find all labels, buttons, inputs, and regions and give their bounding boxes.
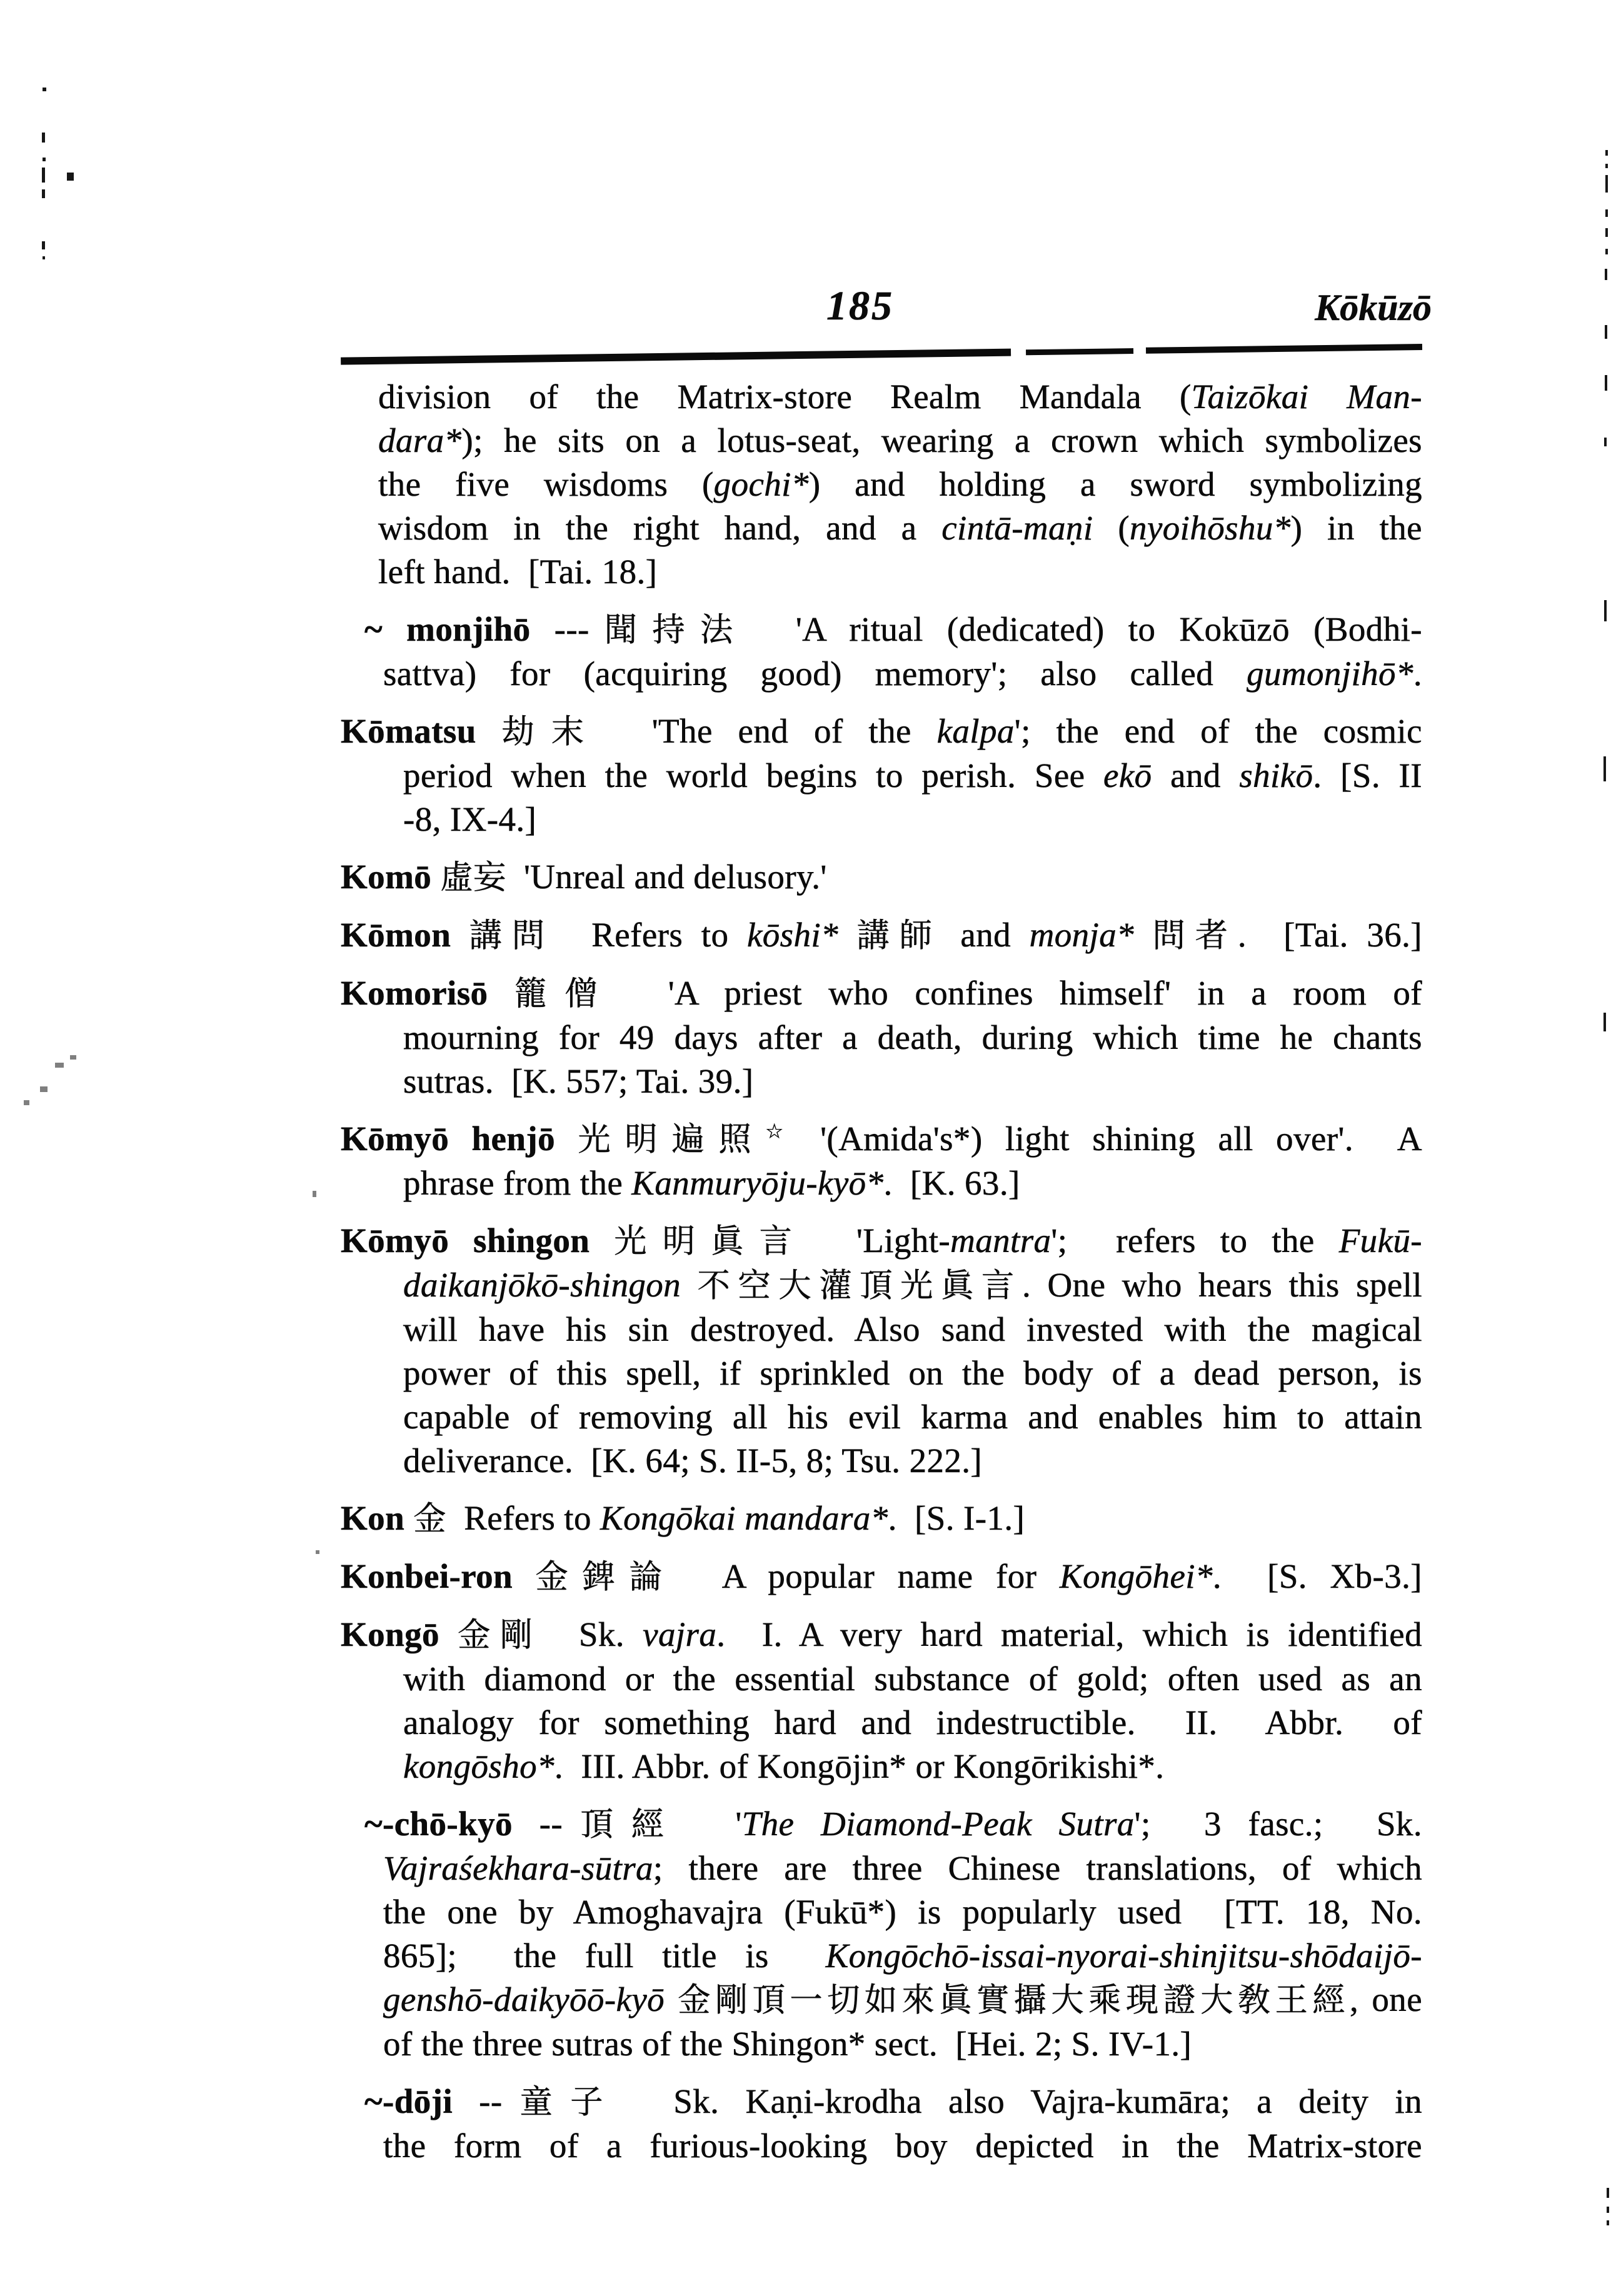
text-run: --- — [530, 610, 590, 648]
text-run: . [Tai. 36.] — [1237, 916, 1423, 954]
content — [341, 375, 1422, 2168]
text-run: gochi* — [713, 465, 809, 503]
header-rule-left — [341, 349, 1011, 365]
text-run — [451, 916, 469, 954]
scan-speck — [1607, 2207, 1609, 2213]
headword: ~-chō-kyō — [364, 1805, 513, 1843]
scan-smudge — [24, 1100, 29, 1105]
entry-komyo-shingon — [341, 1219, 1422, 1483]
text-run: 'A ritual (dedicated) to Kokūzō (Bodhi- — [748, 610, 1423, 648]
scan-speck — [1603, 756, 1606, 781]
entry-line — [364, 1978, 1422, 2022]
scan-speck — [313, 1191, 316, 1197]
text-run: daikanjōkō-shingon — [403, 1266, 681, 1304]
text-run — [590, 1221, 614, 1260]
entry-line — [341, 1701, 1422, 1745]
text-run: the form of a furious-looking boy depicted in the Matrix-store — [383, 2127, 1422, 2165]
kanji-text: 聞持法 — [589, 611, 748, 649]
text-run: phrase from the — [403, 1164, 632, 1202]
text-run: left hand. [Tai. 18.] — [378, 553, 658, 591]
kanji-text: 金剛頂一切如來眞實攝大乘現證大敎王經 — [678, 1982, 1350, 2019]
headword: ~-dōji — [364, 2082, 453, 2120]
scan-speck — [1605, 269, 1607, 280]
entry-line — [378, 463, 1422, 506]
headword: Kōmyō henjō — [341, 1120, 555, 1158]
text-run: 'A priest who confines himself' in a room of — [615, 974, 1423, 1012]
entry-monjiho — [364, 608, 1422, 696]
kanji-text: 金錍論 — [535, 1558, 676, 1596]
scan-speck — [1605, 228, 1608, 237]
kanji-text: 虛妄 — [440, 859, 506, 896]
text-run: . [S. I-1.] — [888, 1499, 1025, 1537]
text-run — [488, 974, 514, 1012]
scan-speck — [1605, 150, 1608, 156]
text-run: . I. A very hard material, which is identified — [716, 1615, 1422, 1653]
scan-speck — [1605, 209, 1608, 217]
text-run: . [S. II — [1313, 756, 1422, 795]
text-run: . [K. 63.] — [883, 1164, 1020, 1202]
text-run: A popular name for — [676, 1557, 1060, 1595]
text-run: the five wisdoms ( — [378, 465, 714, 503]
text-run: mourning for 49 days after a death, during which time he chants — [403, 1018, 1422, 1056]
entry-doji — [364, 2080, 1422, 2168]
scan-speck — [1605, 175, 1608, 193]
kanji-text: 金 — [413, 1500, 446, 1538]
text-run: and — [1152, 756, 1240, 795]
text-run: . [S. Xb-3.] — [1212, 1557, 1422, 1595]
entry-line — [341, 1439, 1422, 1483]
entry-line — [341, 798, 1422, 841]
entry-line — [341, 1613, 1422, 1657]
entry-kongo — [341, 1613, 1422, 1788]
entry-line — [341, 1745, 1422, 1788]
text-run — [404, 1499, 413, 1537]
scan-speck — [43, 158, 46, 161]
entry-line — [378, 375, 1422, 419]
kanji-text: 童子 — [502, 2083, 621, 2121]
entry-line — [364, 2124, 1422, 2168]
text-run: Vajraśekhara-sūtra — [383, 1849, 653, 1887]
entry-konbei-ron — [341, 1555, 1422, 1599]
entry-line — [341, 709, 1422, 754]
text-run: mantra — [950, 1221, 1051, 1260]
running-head: Kōkūzō — [1315, 287, 1432, 328]
text-run: '; refers to the — [1051, 1221, 1339, 1260]
headword: Konbei-ron — [341, 1557, 513, 1595]
entry-line — [378, 506, 1422, 550]
kanji-text: 金剛 — [458, 1617, 543, 1654]
entry-line — [364, 652, 1422, 696]
text-run: monja* — [1029, 916, 1135, 954]
kanji-text: 講問 — [469, 917, 555, 955]
text-run: ) in the — [1290, 509, 1422, 547]
entry-line — [341, 1117, 1422, 1161]
text-run: will have his sin destroyed. Also sand invested with the magical — [403, 1310, 1422, 1348]
text-run: Taizōkai Man- — [1191, 378, 1422, 416]
entry-line — [341, 1351, 1422, 1395]
text-run: nyoihōshu* — [1130, 509, 1291, 547]
scan-speck — [42, 168, 45, 183]
text-run: ' — [681, 1805, 742, 1843]
scan-speck — [43, 256, 45, 259]
text-run: , one — [1350, 1980, 1423, 2018]
scan-smudge — [55, 1063, 64, 1068]
text-run: wisdom in the right hand, and a — [378, 509, 942, 547]
text-run — [476, 712, 502, 750]
text-run: Sk. — [542, 1615, 643, 1653]
text-run: dara* — [378, 421, 462, 459]
text-run: and — [941, 916, 1030, 954]
header-rule-right — [1146, 344, 1422, 354]
kanji-text: 籠僧 — [514, 975, 616, 1013]
text-run: kalpa — [936, 712, 1015, 750]
text-run: Kongōhei* — [1059, 1557, 1213, 1595]
text-run: analogy for something hard and indestructible. II. Abbr. of — [403, 1703, 1422, 1742]
page-number: 185 — [826, 283, 894, 329]
headword: Komō — [341, 858, 432, 896]
text-run: -- — [453, 2082, 503, 2120]
scan-speck — [1605, 249, 1608, 254]
entry-line — [341, 1308, 1422, 1351]
text-run: Refers to — [555, 916, 747, 954]
text-run: division of the Matrix-store Realm Mandala ( — [378, 378, 1192, 416]
text-run — [513, 1557, 536, 1595]
headword: Kon — [341, 1499, 405, 1537]
text-run: Sk. Kaṇi-krodha also Vajra-kumāra; a deity in — [620, 2082, 1422, 2120]
headword: ~ monjihō — [364, 610, 531, 648]
text-run: capable of removing all his evil karma and enables him to attain — [403, 1398, 1422, 1436]
kanji-text: 頂經 — [563, 1806, 682, 1843]
entry-line — [378, 550, 1422, 594]
text-run: 'Unreal and delusory.' — [506, 858, 827, 896]
entry-kon — [341, 1496, 1422, 1541]
entry-line — [364, 1890, 1422, 1934]
kanji-text: 問者 — [1152, 917, 1238, 955]
text-run: ; there are three Chinese translations, of which — [653, 1849, 1422, 1887]
text-run: the one by Amoghavajra (Fukū*) is popularly used [TT. 18, No. — [383, 1893, 1422, 1931]
entry-line — [341, 1395, 1422, 1439]
text-run: 'The end of the — [601, 712, 937, 750]
headword: Kōmon — [341, 916, 451, 954]
text-run: kōshi* — [746, 916, 838, 954]
headword: Kōmatsu — [341, 712, 476, 750]
scan-speck — [43, 88, 46, 91]
entry-komoriso — [341, 971, 1422, 1103]
entry-komyo-henjo — [341, 1117, 1422, 1205]
text-run: ); he sits on a lotus-seat, wearing a crown which symbolizes — [461, 421, 1422, 459]
entry-cho-kyo — [364, 1802, 1422, 2066]
text-run: shikō — [1239, 756, 1313, 795]
headword: Kōmyō shingon — [341, 1221, 590, 1260]
entry-kokuzo-continuation — [378, 375, 1422, 594]
text-run: kongōsho* — [403, 1747, 555, 1785]
text-run: . III. Abbr. of Kongōjin* or Kongōrikishi*. — [554, 1747, 1165, 1785]
entry-line — [364, 2080, 1422, 2124]
text-run — [838, 916, 857, 954]
scan-smudge — [40, 1086, 48, 1092]
text-run: ekō — [1103, 756, 1152, 795]
text-run: genshō-daikyōō-kyō — [383, 1980, 665, 2018]
text-run: deliverance. [K. 64; S. II-5, 8; Tsu. 222.] — [403, 1441, 983, 1480]
entry-line — [341, 1555, 1422, 1599]
entry-line — [378, 419, 1422, 463]
scan-speck — [1607, 2220, 1609, 2225]
text-run: sattva) for (acquiring good) memory'; also called — [383, 654, 1247, 693]
scan-speck — [1607, 2188, 1609, 2198]
entry-line — [341, 754, 1422, 798]
entry-line — [341, 913, 1422, 958]
text-run: Kongōkai mandara* — [600, 1499, 888, 1537]
scan-speck — [1605, 375, 1607, 391]
entry-line — [364, 1847, 1422, 1890]
entry-line — [341, 855, 1422, 900]
scan-speck — [316, 1550, 319, 1554]
text-run: period when the world begins to perish. See — [403, 756, 1104, 795]
entry-line — [341, 1263, 1422, 1308]
entry-line — [341, 1060, 1422, 1103]
kanji-text: 不空大灌頂光眞言 — [697, 1267, 1022, 1305]
text-run: Fukū- — [1338, 1221, 1423, 1260]
text-run — [439, 1615, 458, 1653]
text-run: 865]; the full title is — [383, 1937, 826, 1975]
text-run: vajra — [643, 1615, 717, 1653]
text-run: with diamond or the essential substance of gold; often used as an — [403, 1660, 1422, 1698]
entry-komatsu — [341, 709, 1422, 841]
scan-speck — [42, 189, 45, 198]
scan-speck — [42, 133, 45, 143]
entry-line — [364, 1934, 1422, 1978]
scan-speck — [1603, 1013, 1606, 1031]
scan-speck — [1605, 164, 1608, 168]
text-run: Kongōchō-issai-nyorai-shinjitsu-shōdaijō- — [825, 1937, 1422, 1975]
text-run: cintā-maṇi — [941, 509, 1093, 547]
text-run: sutras. [K. 557; Tai. 39.] — [403, 1062, 754, 1100]
entry-line — [341, 1496, 1422, 1541]
text-run: power of this spell, if sprinkled on the body of a dead person, is — [403, 1354, 1422, 1392]
entry-line — [364, 2022, 1422, 2066]
text-run: . — [1413, 654, 1422, 693]
text-run: '(Amida's*) light shining all over'. A — [797, 1120, 1422, 1158]
text-run: The Diamond-Peak Sutra — [741, 1805, 1135, 1843]
text-run — [431, 858, 440, 896]
kanji-text: 講師 — [856, 917, 942, 955]
text-run: '; the end of the cosmic — [1014, 712, 1422, 750]
scan-speck — [1605, 325, 1607, 339]
kanji-text: 光明眞言 — [614, 1223, 808, 1260]
entry-line — [341, 1161, 1422, 1205]
kanji-text: 光明遍照 — [578, 1121, 766, 1158]
scan-speck — [1604, 438, 1607, 446]
entry-line — [341, 1219, 1422, 1263]
text-run: . One who hears this spell — [1021, 1266, 1422, 1304]
headword: Kongō — [341, 1615, 439, 1653]
text-run: ( — [1093, 509, 1130, 547]
text-run: of the three sutras of the Shingon* sect. [Hei. 2; S. IV-1.] — [383, 2025, 1192, 2063]
text-run: '; 3 fasc.; Sk. — [1134, 1805, 1422, 1843]
text-run: 'Light- — [808, 1221, 951, 1260]
kanji-text: 劫末 — [501, 713, 601, 751]
star-mark: ☆ — [765, 1120, 798, 1143]
text-run: Kanmuryōju-kyō* — [631, 1164, 884, 1202]
text-run: gumonjihō* — [1247, 654, 1413, 693]
text-run: -- — [512, 1805, 563, 1843]
header-rule — [341, 343, 1422, 366]
headword: Komorisō — [341, 974, 488, 1012]
scan-speck — [67, 173, 74, 181]
entry-komon — [341, 913, 1422, 958]
text-run: -8, IX-4.] — [403, 800, 537, 838]
entry-line — [341, 1016, 1422, 1060]
text-run: Refers to — [446, 1499, 601, 1537]
text-run — [665, 1980, 678, 2018]
entry-line — [341, 1657, 1422, 1701]
text-run: ) and holding a sword symbolizing — [808, 465, 1422, 503]
scan-smudge — [70, 1055, 76, 1060]
scan-speck — [42, 241, 45, 249]
text-run — [1134, 916, 1153, 954]
entry-komo — [341, 855, 1422, 900]
scan-speck — [1604, 600, 1607, 621]
entry-line — [341, 971, 1422, 1016]
header-rule-middle — [1026, 348, 1133, 355]
entry-line — [364, 1802, 1422, 1847]
text-run — [681, 1266, 697, 1304]
entry-line — [364, 608, 1422, 652]
text-run — [555, 1120, 578, 1158]
